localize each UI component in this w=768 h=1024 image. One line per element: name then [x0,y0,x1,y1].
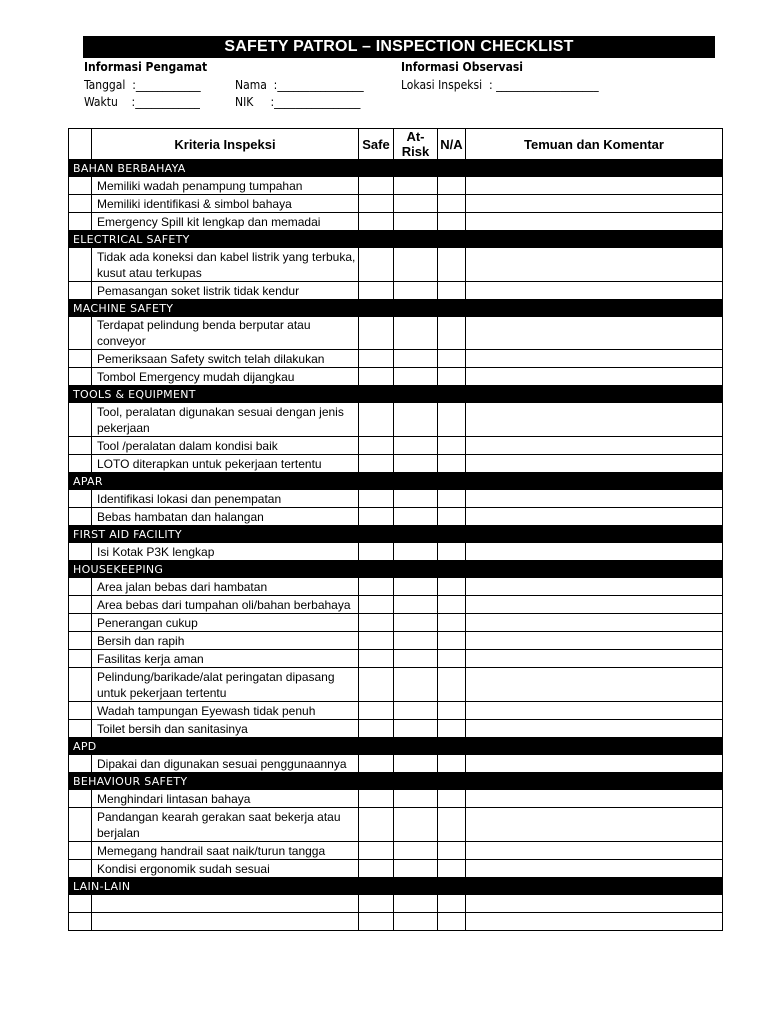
table-row [69,755,723,773]
table-row [69,614,723,632]
na-checkbox-cell[interactable] [438,842,466,860]
na-checkbox-cell[interactable] [438,895,466,913]
criteria-cell: Tool, peralatan digunakan sesuai dengan jenis pekerjaan [92,403,359,437]
comment-cell[interactable] [466,913,723,931]
safe-checkbox-cell[interactable] [359,248,394,282]
number-cell [69,913,92,931]
section-header-row [69,473,723,490]
number-cell [69,860,92,878]
safe-checkbox-cell[interactable] [359,860,394,878]
safe-checkbox-cell[interactable] [359,702,394,720]
section-title: BAHAN BERBAHAYA [69,160,723,177]
section-title: MACHINE SAFETY [69,300,723,317]
at-risk-checkbox-cell[interactable] [394,213,438,231]
na-checkbox-cell[interactable] [438,543,466,561]
number-cell [69,702,92,720]
number-cell [69,790,92,808]
section-title: BEHAVIOUR SAFETY [69,773,723,790]
at-risk-checkbox-cell[interactable] [394,790,438,808]
waktu-field[interactable]: Waktu :____________ [84,95,200,109]
na-checkbox-cell[interactable] [438,614,466,632]
criteria-cell: Tombol Emergency mudah dijangkau [92,368,359,386]
section-title: APAR [69,473,723,490]
table-row [69,248,723,282]
number-cell [69,437,92,455]
at-risk-checkbox-cell[interactable] [394,578,438,596]
safe-checkbox-cell[interactable] [359,403,394,437]
table-row [69,790,723,808]
at-risk-checkbox-cell[interactable] [394,614,438,632]
na-checkbox-cell[interactable] [438,755,466,773]
safe-checkbox-cell[interactable] [359,368,394,386]
comment-cell[interactable] [466,368,723,386]
na-checkbox-cell[interactable] [438,177,466,195]
at-risk-checkbox-cell[interactable] [394,368,438,386]
criteria-cell: Kondisi ergonomik sudah sesuai [92,860,359,878]
at-risk-checkbox-cell[interactable] [394,755,438,773]
comment-cell[interactable] [466,403,723,437]
table-row [69,282,723,300]
number-cell [69,403,92,437]
na-checkbox-cell[interactable] [438,790,466,808]
table-row [69,543,723,561]
comment-cell[interactable] [466,177,723,195]
header-number [69,129,92,160]
comment-cell[interactable] [466,213,723,231]
section-header-row [69,300,723,317]
lokasi-inspeksi-field[interactable]: Lokasi Inspeksi : ___________________ [401,78,599,92]
number-cell [69,596,92,614]
number-cell [69,455,92,473]
header-temuan: Temuan dan Komentar [466,129,723,160]
criteria-cell: Penerangan cukup [92,614,359,632]
na-checkbox-cell[interactable] [438,668,466,702]
comment-cell[interactable] [466,614,723,632]
number-cell [69,368,92,386]
checklist-body [69,160,723,931]
safe-checkbox-cell[interactable] [359,790,394,808]
at-risk-checkbox-cell[interactable] [394,177,438,195]
criteria-cell: Isi Kotak P3K lengkap [92,543,359,561]
table-row [69,317,723,350]
table-row [69,368,723,386]
section-title: APD [69,738,723,755]
comment-cell[interactable] [466,490,723,508]
safe-checkbox-cell[interactable] [359,842,394,860]
safe-checkbox-cell[interactable] [359,543,394,561]
criteria-cell: Area bebas dari tumpahan oli/bahan berbahaya [92,596,359,614]
comment-cell[interactable] [466,195,723,213]
inspection-table [68,128,723,931]
table-row [69,702,723,720]
na-checkbox-cell[interactable] [438,808,466,842]
comment-cell[interactable] [466,632,723,650]
nama-field[interactable]: Nama :________________ [235,78,364,92]
at-risk-checkbox-cell[interactable] [394,437,438,455]
criteria-cell: Menghindari lintasan bahaya [92,790,359,808]
section-title: ELECTRICAL SAFETY [69,231,723,248]
at-risk-checkbox-cell[interactable] [394,596,438,614]
na-checkbox-cell[interactable] [438,317,466,350]
safe-checkbox-cell[interactable] [359,720,394,738]
at-risk-checkbox-cell[interactable] [394,860,438,878]
number-cell [69,508,92,526]
number-cell [69,842,92,860]
safe-checkbox-cell[interactable] [359,437,394,455]
safe-checkbox-cell[interactable] [359,668,394,702]
table-row [69,842,723,860]
at-risk-checkbox-cell[interactable] [394,720,438,738]
at-risk-checkbox-cell[interactable] [394,913,438,931]
comment-cell[interactable] [466,860,723,878]
table-row [69,350,723,368]
criteria-cell: Fasilitas kerja aman [92,650,359,668]
number-cell [69,895,92,913]
table-row [69,913,723,931]
page-title: SAFETY PATROL – INSPECTION CHECKLIST [83,36,715,58]
comment-cell[interactable] [466,437,723,455]
comment-cell[interactable] [466,702,723,720]
table-row [69,650,723,668]
number-cell [69,248,92,282]
comment-cell[interactable] [466,578,723,596]
table-row [69,177,723,195]
criteria-cell: Bersih dan rapih [92,632,359,650]
criteria-cell: Memiliki identifikasi & simbol bahaya [92,195,359,213]
number-cell [69,650,92,668]
criteria-cell: LOTO diterapkan untuk pekerjaan tertentu [92,455,359,473]
number-cell [69,490,92,508]
number-cell [69,195,92,213]
at-risk-checkbox-cell[interactable] [394,702,438,720]
section-header-row [69,878,723,895]
at-risk-checkbox-cell[interactable] [394,808,438,842]
na-checkbox-cell[interactable] [438,860,466,878]
pengamat-heading: Informasi Pengamat [84,60,208,74]
safe-checkbox-cell[interactable] [359,755,394,773]
criteria-cell: Bebas hambatan dan halangan [92,508,359,526]
at-risk-checkbox-cell[interactable] [394,455,438,473]
table-row [69,632,723,650]
na-checkbox-cell[interactable] [438,596,466,614]
na-checkbox-cell[interactable] [438,650,466,668]
at-risk-checkbox-cell[interactable] [394,248,438,282]
table-row [69,213,723,231]
comment-cell[interactable] [466,842,723,860]
comment-cell[interactable] [466,895,723,913]
comment-cell[interactable] [466,248,723,282]
comment-cell[interactable] [466,808,723,842]
comment-cell[interactable] [466,350,723,368]
na-checkbox-cell[interactable] [438,720,466,738]
at-risk-checkbox-cell[interactable] [394,650,438,668]
at-risk-checkbox-cell[interactable] [394,632,438,650]
number-cell [69,350,92,368]
table-row [69,860,723,878]
at-risk-checkbox-cell[interactable] [394,842,438,860]
safe-checkbox-cell[interactable] [359,895,394,913]
comment-cell[interactable] [466,317,723,350]
table-header-row [69,129,723,160]
comment-cell[interactable] [466,755,723,773]
at-risk-checkbox-cell[interactable] [394,508,438,526]
at-risk-checkbox-cell[interactable] [394,317,438,350]
safe-checkbox-cell[interactable] [359,213,394,231]
number-cell [69,213,92,231]
comment-cell[interactable] [466,543,723,561]
na-checkbox-cell[interactable] [438,368,466,386]
safe-checkbox-cell[interactable] [359,508,394,526]
table-row [69,195,723,213]
comment-cell[interactable] [466,596,723,614]
number-cell [69,720,92,738]
section-title: FIRST AID FACILITY [69,526,723,543]
na-checkbox-cell[interactable] [438,282,466,300]
safe-checkbox-cell[interactable] [359,614,394,632]
header-kriteria: Kriteria Inspeksi [92,129,359,160]
na-checkbox-cell[interactable] [438,490,466,508]
criteria-cell: Area jalan bebas dari hambatan [92,578,359,596]
number-cell [69,177,92,195]
table-row [69,668,723,702]
criteria-cell: Pemasangan soket listrik tidak kendur [92,282,359,300]
safe-checkbox-cell[interactable] [359,650,394,668]
at-risk-checkbox-cell[interactable] [394,543,438,561]
at-risk-checkbox-cell[interactable] [394,668,438,702]
section-header-row [69,738,723,755]
section-header-row [69,160,723,177]
section-header-row [69,773,723,790]
number-cell [69,632,92,650]
table-row [69,720,723,738]
table-row [69,403,723,437]
number-cell [69,543,92,561]
criteria-cell [92,913,359,931]
na-checkbox-cell[interactable] [438,632,466,650]
safe-checkbox-cell[interactable] [359,490,394,508]
na-checkbox-cell[interactable] [438,578,466,596]
comment-cell[interactable] [466,455,723,473]
criteria-cell: Terdapat pelindung benda berputar atau conveyor [92,317,359,350]
table-row [69,578,723,596]
criteria-cell: Pandangan kearah gerakan saat bekerja atau berjalan [92,808,359,842]
safe-checkbox-cell[interactable] [359,578,394,596]
comment-cell[interactable] [466,790,723,808]
table-row [69,895,723,913]
safe-checkbox-cell[interactable] [359,177,394,195]
comment-cell[interactable] [466,668,723,702]
criteria-cell: Pemeriksaan Safety switch telah dilakukan [92,350,359,368]
at-risk-checkbox-cell[interactable] [394,350,438,368]
table-row [69,490,723,508]
number-cell [69,808,92,842]
at-risk-checkbox-cell[interactable] [394,490,438,508]
nik-field[interactable]: NIK :________________ [235,95,361,109]
table-row [69,455,723,473]
header-at-risk: At-Risk [394,129,438,160]
at-risk-checkbox-cell[interactable] [394,282,438,300]
criteria-cell: Tool /peralatan dalam kondisi baik [92,437,359,455]
criteria-cell [92,895,359,913]
number-cell [69,317,92,350]
criteria-cell: Tidak ada koneksi dan kabel listrik yang terbuka, kusut atau terkupas [92,248,359,282]
number-cell [69,668,92,702]
safe-checkbox-cell[interactable] [359,913,394,931]
criteria-cell: Dipakai dan digunakan sesuai penggunaannya [92,755,359,773]
na-checkbox-cell[interactable] [438,350,466,368]
criteria-cell: Memiliki wadah penampung tumpahan [92,177,359,195]
at-risk-checkbox-cell[interactable] [394,403,438,437]
na-checkbox-cell[interactable] [438,702,466,720]
comment-cell[interactable] [466,508,723,526]
number-cell [69,578,92,596]
section-title: LAIN-LAIN [69,878,723,895]
section-title: HOUSEKEEPING [69,561,723,578]
na-checkbox-cell[interactable] [438,508,466,526]
na-checkbox-cell[interactable] [438,213,466,231]
safe-checkbox-cell[interactable] [359,350,394,368]
safe-checkbox-cell[interactable] [359,282,394,300]
safe-checkbox-cell[interactable] [359,317,394,350]
criteria-cell: Identifikasi lokasi dan penempatan [92,490,359,508]
criteria-cell: Wadah tampungan Eyewash tidak penuh [92,702,359,720]
safe-checkbox-cell[interactable] [359,808,394,842]
section-header-row [69,231,723,248]
at-risk-checkbox-cell[interactable] [394,195,438,213]
na-checkbox-cell[interactable] [438,437,466,455]
safe-checkbox-cell[interactable] [359,455,394,473]
number-cell [69,614,92,632]
na-checkbox-cell[interactable] [438,455,466,473]
na-checkbox-cell[interactable] [438,248,466,282]
comment-cell[interactable] [466,650,723,668]
observasi-heading: Informasi Observasi [401,60,523,74]
na-checkbox-cell[interactable] [438,403,466,437]
header-safe: Safe [359,129,394,160]
table-row [69,596,723,614]
section-header-row [69,526,723,543]
safe-checkbox-cell[interactable] [359,632,394,650]
at-risk-checkbox-cell[interactable] [394,895,438,913]
na-checkbox-cell[interactable] [438,913,466,931]
comment-cell[interactable] [466,282,723,300]
tanggal-field[interactable]: Tanggal :____________ [84,78,201,92]
na-checkbox-cell[interactable] [438,195,466,213]
table-row [69,508,723,526]
number-cell [69,282,92,300]
criteria-cell: Pelindung/barikade/alat peringatan dipasang untuk pekerjaan tertentu [92,668,359,702]
comment-cell[interactable] [466,720,723,738]
safe-checkbox-cell[interactable] [359,596,394,614]
section-header-row [69,386,723,403]
safe-checkbox-cell[interactable] [359,195,394,213]
criteria-cell: Emergency Spill kit lengkap dan memadai [92,213,359,231]
table-row [69,437,723,455]
criteria-cell: Memegang handrail saat naik/turun tangga [92,842,359,860]
header-na: N/A [438,129,466,160]
section-title: TOOLS & EQUIPMENT [69,386,723,403]
table-row [69,808,723,842]
criteria-cell: Toilet bersih dan sanitasinya [92,720,359,738]
number-cell [69,755,92,773]
section-header-row [69,561,723,578]
